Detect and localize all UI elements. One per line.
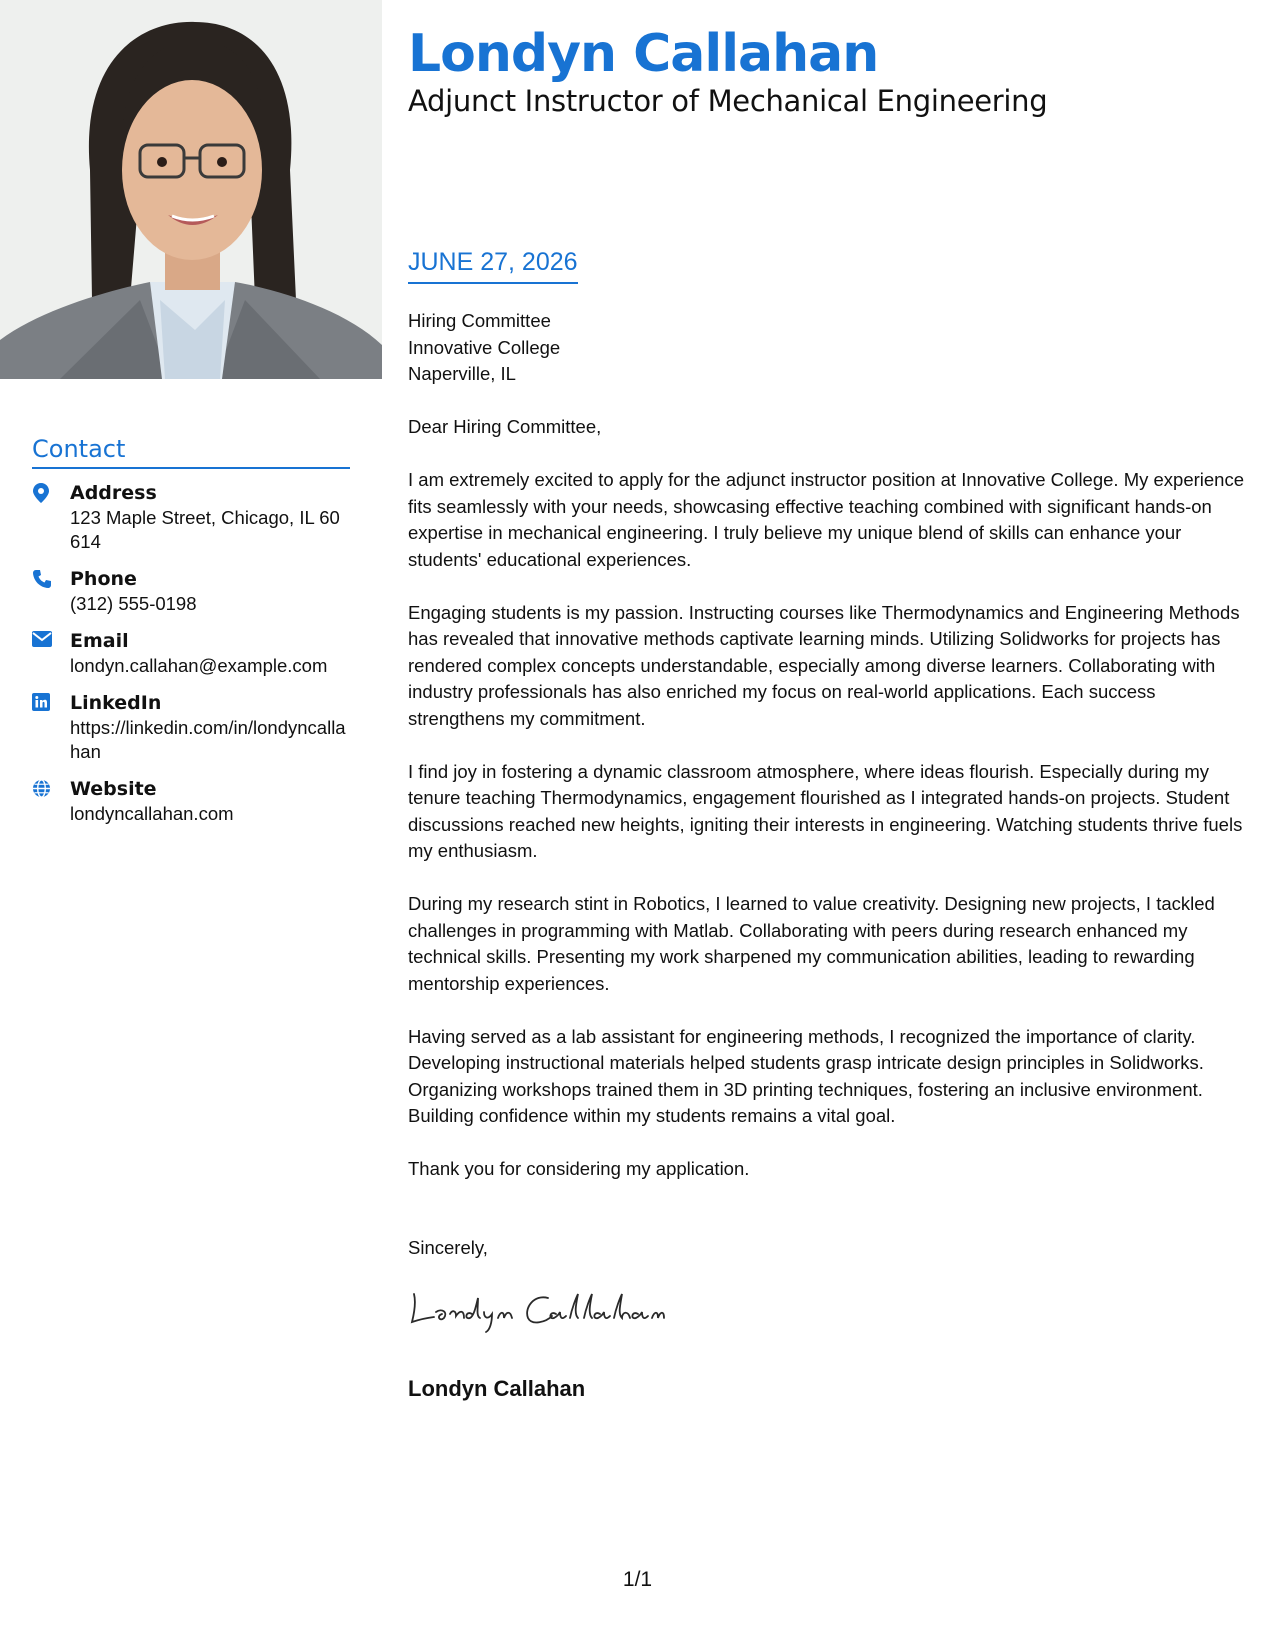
address-value: 123 Maple Street, Chicago, IL 60614	[70, 507, 340, 552]
contact-label: Address	[70, 482, 157, 504]
contact-item-address	[32, 481, 350, 554]
website-value[interactable]: londyncallahan.com	[70, 803, 234, 824]
body-paragraph: Thank you for considering my application.	[408, 1158, 750, 1179]
envelope-icon	[32, 629, 70, 678]
body-paragraph: Having served as a lab assistant for engineering methods, I recognized the importance of clarity. Developing instructional materials helped students grasp intricate design principles in Solidworks. Organizing workshops trained them in 3D printing techniques, fostering an inclusive environment. Building confidence within my students remains a vital goal.	[408, 1025, 1204, 1126]
body-paragraph: I find joy in fostering a dynamic classroom atmosphere, where ideas flourish. Especially during my tenure teaching Thermodynamics, engagement flourished as I integrated hands-on projects. Student discussions reached new heights, igniting their interests in engineering. Watching students thrive fuels my enthusiasm.	[408, 760, 1243, 861]
location-pin-icon	[32, 481, 70, 554]
letter-date: JUNE 27, 2026	[408, 248, 578, 284]
contact-item-phone	[32, 567, 350, 616]
recipient-line: Naperville, IL	[408, 363, 516, 384]
contact-item-website	[32, 777, 350, 826]
body-paragraph: Engaging students is my passion. Instructing courses like Thermodynamics and Engineering Methods has revealed that innovative methods captivate learning minds. Utilizing Solidworks for projects has rendered complex concepts understandable, especially among diverse learners. Collaborating with industry professionals has also enriched my focus on real-world applications. Each success strengthens my commitment.	[408, 601, 1240, 729]
contact-label: Website	[70, 778, 157, 800]
contact-label: Phone	[70, 568, 137, 590]
body-paragraph: During my research stint in Robotics, I learned to value creativity. Designing new projects, I tackled challenges in programming with Matlab. Collaborating with peers during research enhanced my technical skills. Presenting my work sharpened my communication abilities, leading to rewarding mentorship experiences.	[408, 893, 1215, 994]
email-value[interactable]: londyn.callahan@example.com	[70, 655, 328, 676]
contact-label: LinkedIn	[70, 692, 162, 714]
profile-photo	[0, 0, 382, 379]
recipient-line: Innovative College	[408, 336, 561, 358]
body-paragraph: I am extremely excited to apply for the adjunct instructor position at Innovative College. My experience fits seamlessly with your needs, showcasing effective teaching combined with significant hands-on expertise in mechanical engineering. I truly believe my unique blend of skills can enhance your students' educational experiences.	[408, 469, 1245, 570]
contact-section	[32, 435, 350, 839]
salutation: Dear Hiring Committee,	[408, 416, 602, 437]
phone-value[interactable]: (312) 555-0198	[70, 593, 197, 614]
globe-icon	[32, 777, 70, 826]
recipient-line: Hiring Committee	[408, 310, 551, 331]
applicant-name: Londyn Callahan	[408, 24, 879, 84]
recipient-block	[408, 308, 1248, 388]
handwritten-signature	[408, 1284, 668, 1339]
contact-item-linkedin	[32, 691, 350, 764]
phone-icon	[32, 567, 70, 616]
page-number: 1/1	[622, 1568, 653, 1591]
letter-body	[408, 308, 1248, 1261]
linkedin-value[interactable]: https://linkedin.com/in/londyncallahan	[70, 717, 346, 762]
sidebar	[0, 0, 382, 1650]
linkedin-icon	[32, 691, 70, 764]
profile-photo-image	[0, 0, 382, 379]
signed-name: Londyn Callahan	[408, 1376, 586, 1401]
closing: Sincerely,	[408, 1236, 488, 1258]
job-title: Adjunct Instructor of Mechanical Engineering	[408, 84, 1048, 118]
contact-item-email	[32, 629, 350, 678]
contact-heading: Contact	[32, 435, 350, 469]
contact-label: Email	[70, 630, 129, 652]
